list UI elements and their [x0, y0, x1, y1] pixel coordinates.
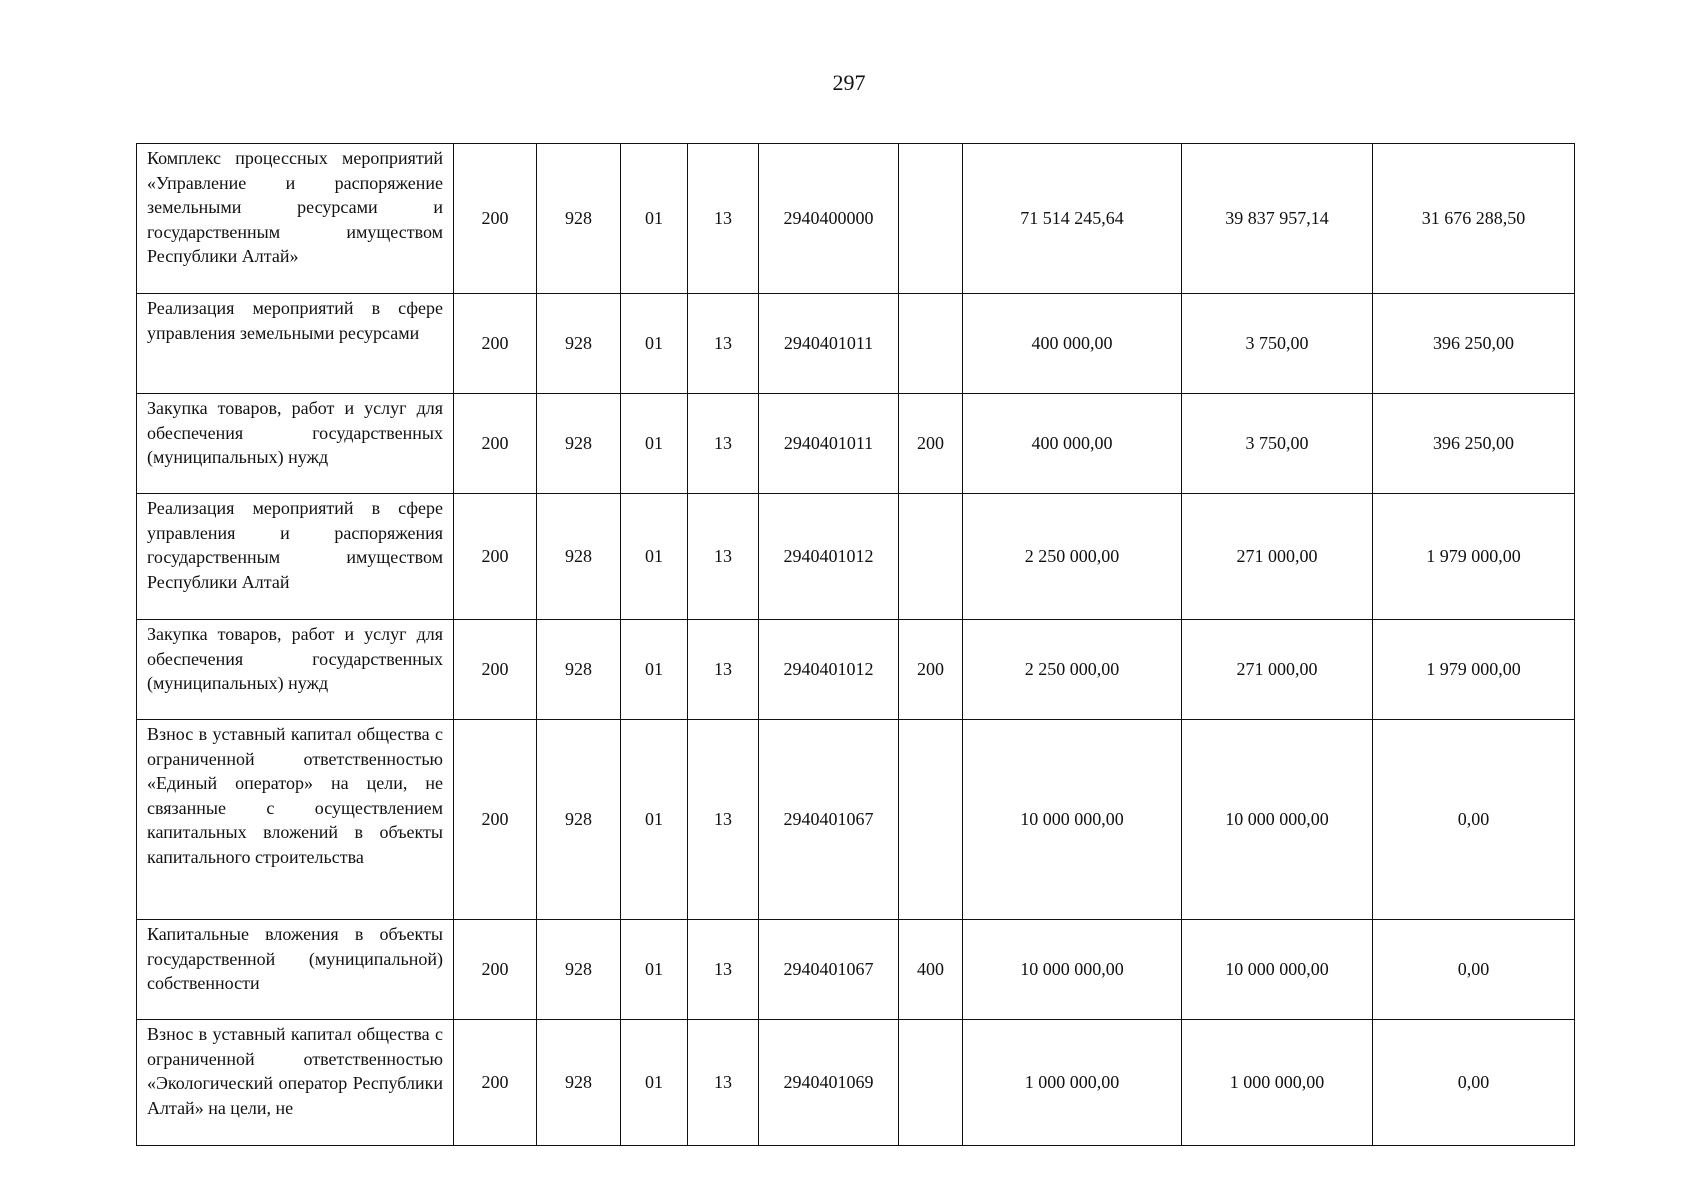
code-cell: 200 [454, 1020, 537, 1146]
amount3-cell: 0,00 [1373, 720, 1575, 920]
ministry-cell: 928 [537, 144, 621, 294]
expense-type-cell: 200 [899, 620, 963, 720]
code-cell: 200 [454, 294, 537, 394]
amount-cell: 2 250 000,00 [963, 620, 1182, 720]
subsection-cell: 13 [688, 720, 759, 920]
amount3-cell: 396 250,00 [1373, 294, 1575, 394]
target-cell: 2940401067 [759, 720, 899, 920]
section-cell: 01 [621, 1020, 688, 1146]
section-cell: 01 [621, 394, 688, 494]
subsection-cell: 13 [688, 1020, 759, 1146]
row-name: Комплекс процессных мероприятий «Управление и распоряжение земельными ресурсами и государственным имуществом Республики Алтай» [137, 144, 454, 294]
table-row [137, 1020, 1575, 1146]
expense-type-cell [899, 494, 963, 620]
amount3-cell: 0,00 [1373, 1020, 1575, 1146]
row-name: Закупка товаров, работ и услуг для обеспечения государственных (муниципальных) нужд [137, 620, 454, 720]
expense-type-cell: 200 [899, 394, 963, 494]
target-cell: 2940401011 [759, 394, 899, 494]
ministry-cell: 928 [537, 720, 621, 920]
section-cell: 01 [621, 144, 688, 294]
ministry-cell: 928 [537, 920, 621, 1020]
row-name: Закупка товаров, работ и услуг для обеспечения государственных (муниципальных) нужд [137, 394, 454, 494]
amount2-cell: 39 837 957,14 [1182, 144, 1373, 294]
table-row [137, 920, 1575, 1020]
amount3-cell: 0,00 [1373, 920, 1575, 1020]
section-cell: 01 [621, 920, 688, 1020]
amount3-cell: 396 250,00 [1373, 394, 1575, 494]
target-cell: 2940400000 [759, 144, 899, 294]
expense-type-cell [899, 144, 963, 294]
subsection-cell: 13 [688, 920, 759, 1020]
row-name: Капитальные вложения в объекты государственной (муниципальной) собственности [137, 920, 454, 1020]
code-cell: 200 [454, 620, 537, 720]
code-cell: 200 [454, 144, 537, 294]
section-cell: 01 [621, 294, 688, 394]
amount-cell: 400 000,00 [963, 294, 1182, 394]
target-cell: 2940401012 [759, 494, 899, 620]
ministry-cell: 928 [537, 294, 621, 394]
target-cell: 2940401067 [759, 920, 899, 1020]
table-row [137, 620, 1575, 720]
amount2-cell: 3 750,00 [1182, 394, 1373, 494]
table-row [137, 720, 1575, 920]
ministry-cell: 928 [537, 494, 621, 620]
expense-type-cell [899, 720, 963, 920]
subsection-cell: 13 [688, 144, 759, 294]
expense-type-cell: 400 [899, 920, 963, 1020]
code-cell: 200 [454, 494, 537, 620]
subsection-cell: 13 [688, 620, 759, 720]
row-name: Взнос в уставный капитал общества с ограниченной ответственностью «Экологический оператор Республики Алтай» на цели, не [137, 1020, 454, 1146]
ministry-cell: 928 [537, 394, 621, 494]
code-cell: 200 [454, 720, 537, 920]
amount-cell: 1 000 000,00 [963, 1020, 1182, 1146]
target-cell: 2940401069 [759, 1020, 899, 1146]
amount2-cell: 271 000,00 [1182, 494, 1373, 620]
target-cell: 2940401011 [759, 294, 899, 394]
section-cell: 01 [621, 720, 688, 920]
section-cell: 01 [621, 620, 688, 720]
amount3-cell: 1 979 000,00 [1373, 620, 1575, 720]
amount-cell: 10 000 000,00 [963, 920, 1182, 1020]
expense-type-cell [899, 294, 963, 394]
subsection-cell: 13 [688, 494, 759, 620]
amount-cell: 2 250 000,00 [963, 494, 1182, 620]
row-name: Взнос в уставный капитал общества с ограниченной ответственностью «Единый оператор» на цели, не связанные с осуществлением капитальных вложений в объекты капитального строительства [137, 720, 454, 920]
table-row [137, 494, 1575, 620]
ministry-cell: 928 [537, 620, 621, 720]
amount-cell: 71 514 245,64 [963, 144, 1182, 294]
amount2-cell: 10 000 000,00 [1182, 920, 1373, 1020]
expense-type-cell [899, 1020, 963, 1146]
amount2-cell: 3 750,00 [1182, 294, 1373, 394]
code-cell: 200 [454, 920, 537, 1020]
amount3-cell: 31 676 288,50 [1373, 144, 1575, 294]
subsection-cell: 13 [688, 394, 759, 494]
budget-table [136, 143, 1575, 1146]
code-cell: 200 [454, 394, 537, 494]
table-row [137, 294, 1575, 394]
page-number: 297 [832, 70, 866, 95]
amount-cell: 400 000,00 [963, 394, 1182, 494]
amount2-cell: 271 000,00 [1182, 620, 1373, 720]
row-name: Реализация мероприятий в сфере управления земельными ресурсами [137, 294, 454, 394]
ministry-cell: 928 [537, 1020, 621, 1146]
table-row [137, 394, 1575, 494]
amount2-cell: 1 000 000,00 [1182, 1020, 1373, 1146]
section-cell: 01 [621, 494, 688, 620]
subsection-cell: 13 [688, 294, 759, 394]
row-name: Реализация мероприятий в сфере управления и распоряжения государственным имуществом Республики Алтай [137, 494, 454, 620]
amount2-cell: 10 000 000,00 [1182, 720, 1373, 920]
table-row [137, 144, 1575, 294]
amount-cell: 10 000 000,00 [963, 720, 1182, 920]
target-cell: 2940401012 [759, 620, 899, 720]
amount3-cell: 1 979 000,00 [1373, 494, 1575, 620]
